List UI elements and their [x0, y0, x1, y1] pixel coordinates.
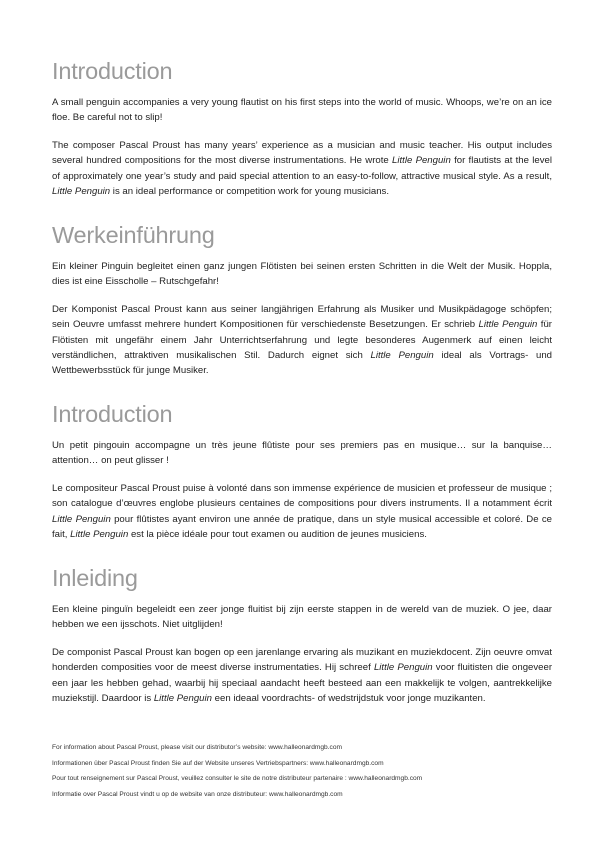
section-french — [52, 401, 552, 554]
paragraph-english-2 — [52, 138, 552, 200]
section-heading-french: Introduction — [52, 401, 173, 427]
text-run: is an ideal performance or competition work for young musicians. — [110, 186, 390, 198]
work-title: Little Penguin — [392, 155, 451, 167]
footer-line-dutch: Informatie over Pascal Proust vindt u op de website van onze distributeur: www.halleonardmgb.com — [52, 790, 343, 798]
footer-line-english: For information about Pascal Proust, please visit our distributor’s website: www.halleonardmgb.com — [52, 744, 343, 751]
paragraph-dutch-1: Een kleine pinguïn begeleidt een zeer jonge fluitist bij zijn eerste stappen in de wereld van de muziek. O jee, daar hebben we een ijsschots. Niet uitglijden! — [52, 604, 552, 631]
footer-line-german: Informationen über Pascal Proust finden Sie auf der Website unseres Vertriebspartners: www.halleonardmgb.com — [52, 759, 384, 767]
paragraph-english-1: A small penguin accompanies a very young flautist on his first steps into the world of music. Whoops, we’re on an ice floe. Be careful not to slip! — [52, 97, 552, 124]
text-run: Der Komponist Pascal Proust kann aus seiner langjährigen Erfahrung als Musiker und Musikpädagoge schöpfen; sein Oeuvre umfasst mehrere hundert Kompositionen für verschiedenste Besetzungen. Er schrieb — [52, 303, 552, 331]
paragraph-french-2 — [52, 481, 552, 543]
distributor-footer — [52, 740, 552, 802]
text-run: voor fluitisten die ongeveer een jaar les hebben gehad, waarbij hij speciaal aandacht heeft besteed aan een makkelijk te volgen, aantrekkelijke muziekstijl. Daardoor is — [52, 662, 553, 705]
paragraph-french-1: Un petit pingouin accompagne un très jeune flûtiste pour ses premiers pas en musique… sur la banquise… attention… on peut glisser ! — [52, 440, 552, 467]
text-run: De componist Pascal Proust kan bogen op een jarenlange ervaring als muzikant en muziekdocent. Zijn oeuvre omvat honderden composities voor de meest diverse instrumentaties. Hij schreef — [52, 646, 552, 674]
work-title: Little Penguin — [373, 662, 433, 674]
text-run: Le compositeur Pascal Proust puise à volonté dans son immense expérience de musicien et professeur de musique ; son catalogue d’œuvres englobe plusieurs centaines de compositions pour divers instruments. Il a notamment écrit — [52, 482, 552, 510]
text-run: für Flötisten mit ungefähr einem Jahr Unterrichtserfahrung und legte besonderes Augenmerk auf einen leicht verständlichen, attraktiven musikalischen Stil. Dadurch eignet sich — [52, 319, 552, 362]
section-heading-english: Introduction — [52, 58, 173, 84]
text-run: est la pièce idéale pour tout examen ou audition de jeunes musiciens. — [128, 529, 427, 541]
paragraph-dutch-2 — [52, 645, 552, 707]
paragraph-german-2 — [52, 302, 552, 379]
work-title: Little Penguin — [52, 513, 111, 525]
work-title: Little Penguin — [70, 529, 129, 541]
text-run: The composer Pascal Proust has many years’ experience as a musician and music teacher. His output includes several hundred compositions for the most diverse instrumentations. He wrote — [52, 139, 552, 167]
text-run: een ideaal voordrachts- of wedstrijdstuk voor jonge muzikanten. — [211, 693, 486, 705]
paragraph-german-1: Ein kleiner Pinguin begleitet einen ganz jungen Flötisten bei seinen ersten Schritten in die Welt der Musik. Hoppla, dies ist eine Eisscholle – Rutschgefahr! — [52, 261, 552, 288]
section-heading-german: Werkeinführung — [52, 222, 215, 248]
section-heading-dutch: Inleiding — [52, 565, 138, 591]
footer-line-french: Pour tout renseignement sur Pascal Proust, veuillez consulter le site de notre distributeur partenaire : www.halleonardmgb.com — [52, 775, 423, 782]
work-title: Little Penguin — [478, 319, 538, 331]
section-english — [52, 58, 552, 211]
work-title: Little Penguin — [370, 350, 434, 362]
work-title: Little Penguin — [153, 693, 212, 705]
section-dutch — [52, 565, 552, 718]
text-run: ideal als Vortrags- und Wettbewerbsstück für junge Musiker. — [52, 350, 553, 377]
text-run: for flautists at the level of approximately one year’s study and paid special attention to an easy-to-follow, attractive musical style. As a result, — [52, 155, 552, 182]
text-run: pour flûtistes ayant environ une année de pratique, dans un style musical accessible et coloré. De ce fait, — [52, 513, 552, 541]
work-title: Little Penguin — [52, 186, 111, 198]
section-german — [52, 222, 552, 391]
